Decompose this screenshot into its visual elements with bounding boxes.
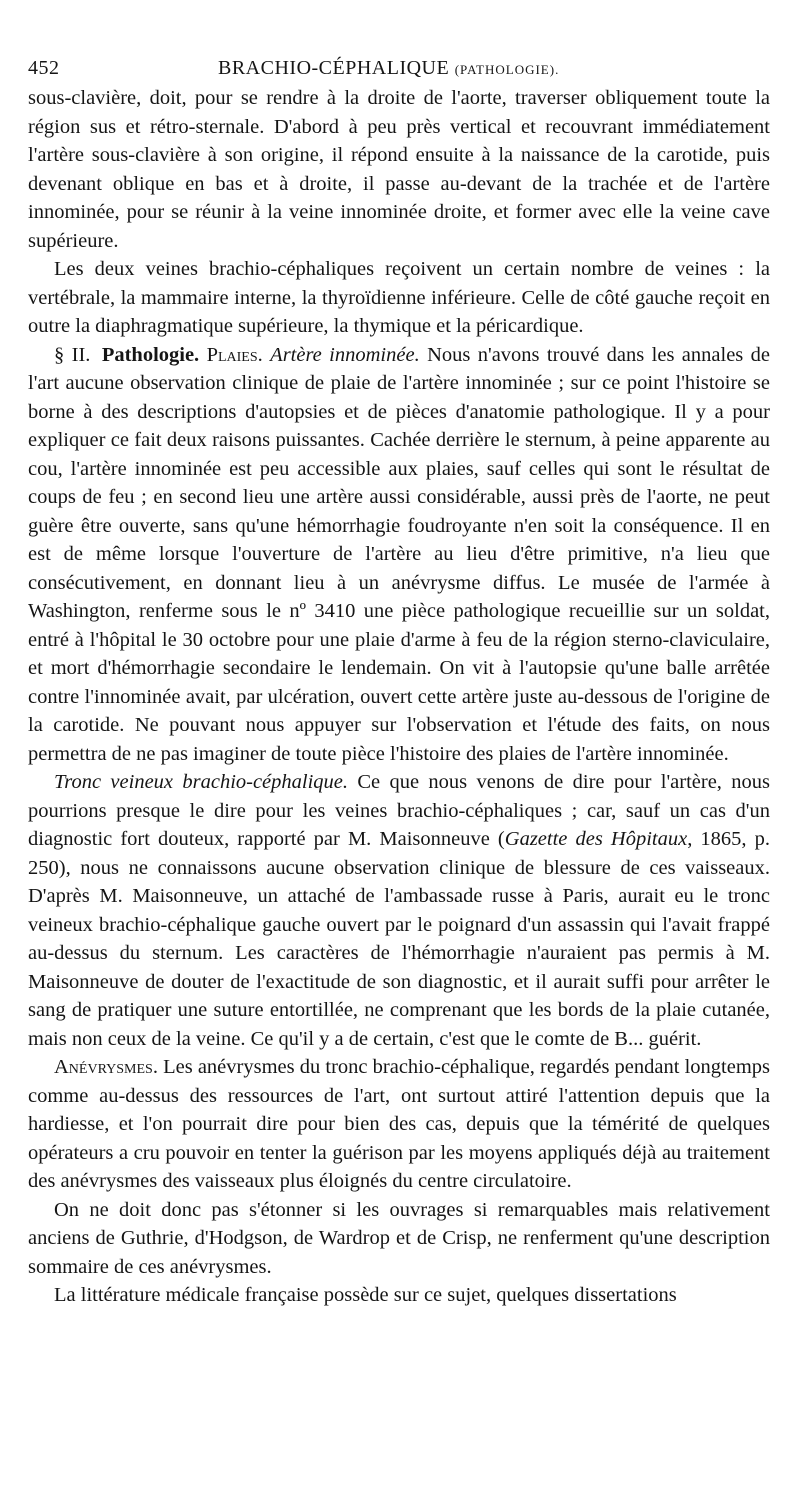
running-title-sub: (PATHOLOGIE). [454, 62, 560, 77]
pathology-text: Nous n'avons trouvé dans les annales de l'art aucune observation clinique de plaie de l'artère innominée ; sur ce point l'histoire se borne à des descriptions d'autopsies et de pièces d'anatomie pathologique. Il y a pour expliquer ce fait deux raisons puissantes. Cachée derrière le sternum, à peine apparente au cou, l'artère innominée est peu accessible aux plaies, sauf celles qui sont le résultat de coups de feu ; en second lieu une artère aussi considérable, aussi près de l'aorte, ne peut guère être ouverte, sans qu'une hémorrhagie foudroyante n'en soit la conséquence. Il en est de même lorsque l'ouverture de l'artère au lieu d'être primitive, n'a lieu que consécutivement, en donnant lieu à un anévrysme diffus. Le musée de l'armée à Washington, renferme sous le nº 3410 une pièce pathologique recueillie sur un soldat, entré à l'hôpital le 30 octobre pour une plaie d'arme à feu de la région sterno-claviculaire, et mort d'hémorrhagie secondaire le lendemain. On vit à l'autopsie qu'une balle arrêtée contre l'innominée avait, par ulcération, ouvert cette artère juste au-dessous de l'origine de la carotide. Ne pouvant nous appuyer sur l'observation et l'étude des faits, on nous permettra de ne pas imaginer de toute pièce l'histoire des plaies de l'artère innominée. [28, 343, 771, 765]
venous-text-before: Ce que nous venons de dire pour l'artère, nous pourrions presque le dire pour les veines brachio-céphaliques ; car, sauf un cas d'un diagnostic fort douteux, rapporté par M. Maisonneuve ( [28, 771, 770, 850]
paragraph-continued: sous-clavière, doit, pour se rendre à la droite de l'aorte, traverser obliquement toute la région sus et rétro-sternale. D'abord à peu près vertical et recouvrant immédiatement l'artère sous-clavière à son origine, il répond ensuite à la naissance de la carotide, puis devenant oblique en bas et à droite, il passe au-devant de la trachée et de l'artère innominée, pour se réunir à la veine innominée droite, et former avec elle la veine cave supérieure. [28, 87, 770, 252]
running-title-main: BRACHIO-CÉPHALIQUE [218, 57, 450, 79]
paragraph-works: On ne doit donc pas s'étonner si les ouvrages si remarquables mais relativement anciens de Guthrie, d'Hodgson, de Wardrop et de Crisp, ne renferment qu'une description sommaire de ces anévrysmes. [28, 1198, 770, 1278]
body-text [28, 84, 770, 1310]
paragraph-pathology [28, 341, 770, 769]
citation-gazette: Gazette des Hôpitaux [504, 828, 688, 850]
aneurysms-text: Les anévrysmes du tronc brachio-céphalique, regardés pendant longtemps comme au-dessus des ressources de l'art, ont surtout attiré l'attention depuis que la hardiesse, et l'on pourrait dire pour bien des cas, depuis que la témérité de quelques opérateurs a cru pouvoir en tenter la guérison par les moyens appliqués déjà au traitement des anévrysmes des vaisseaux plus éloignés du centre circulatoire. [28, 1056, 771, 1192]
paragraph-veins: Les deux veines brachio-céphaliques reçoivent un certain nombre de veines : la vertébrale, la mammaire interne, la thyroïdienne inférieure. Celle de côté gauche reçoit en outre la diaphragmatique supérieure, la thymique et la péricardique. [28, 258, 770, 337]
running-title [218, 52, 559, 86]
heading-anevrysmes: Anévrysmes. [54, 1056, 158, 1078]
paragraph-venous-trunk [28, 768, 770, 1053]
topic-venous-trunk: Tronc veineux brachio-céphalique. [54, 771, 349, 793]
paragraph-aneurysms [28, 1053, 770, 1196]
section-heading: Pathologie. [101, 343, 200, 366]
paragraph-literature: La littérature médicale française possède sur ce sujet, quelques dissertations [54, 1284, 677, 1306]
section-number: § II. [54, 343, 91, 366]
venous-text-after: , 1865, p. 250), nous ne connaissons aucune observation clinique de blessure de ces vaisseaux. D'après M. Maisonneuve, un attaché de l'ambassade russe à Paris, aurait eu le tronc veineux brachio-céphalique gauche ouvert par le poignard d'un assassin qui l'avait frappé au-dessus du sternum. Les caractères de l'hémorrhagie n'auraient pas permis à M. Maisonneuve de douter de l'exactitude de son diagnostic, et il aurait suffi pour arrêter le sang de pratiquer une suture entortillée, ne comprenant que les bords de la plaie cutanée, mais non ceux de la veine. Ce qu'il y a de certain, c'est que le comte de B... guérit. [28, 828, 770, 1050]
topic-artery: Artère innominée. [270, 343, 420, 366]
page-number: 452 [28, 57, 60, 79]
book-page [28, 52, 770, 1310]
running-header [28, 52, 770, 84]
subheading-plaies: Plaies. [206, 343, 263, 366]
